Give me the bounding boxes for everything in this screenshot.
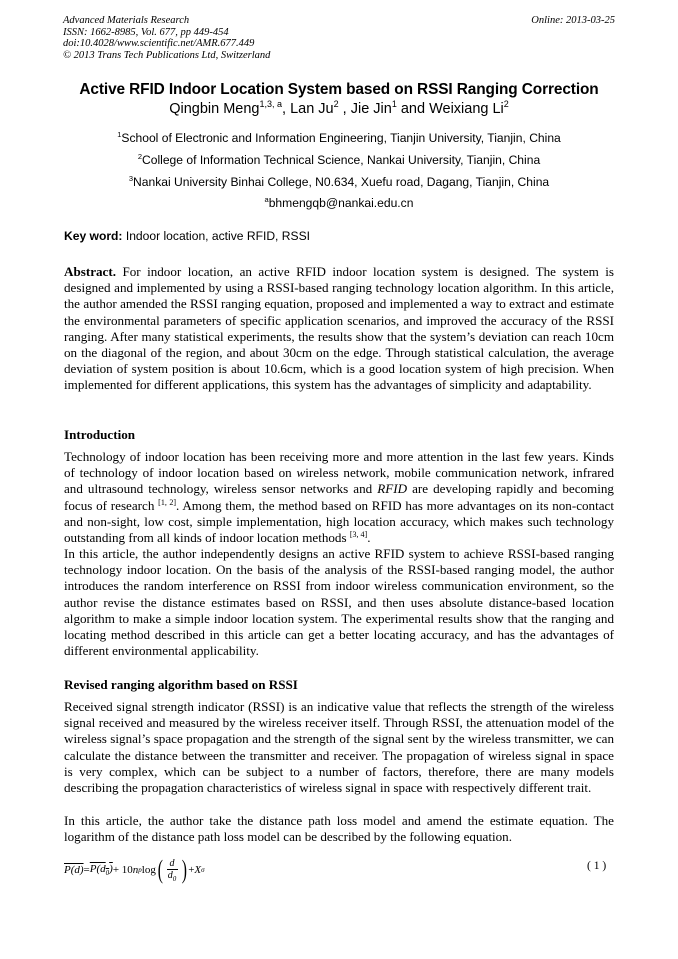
equation-number: ( 1 ) bbox=[587, 860, 607, 872]
keywords-label: Key word: bbox=[64, 229, 123, 243]
body-paragraph: Received signal strength indicator (RSSI) is an indicative value that reflects the strength of the wireless signal received and measured by the wireless receiver itself. Through RSSI, the attenuation model of the wireless signal’s space propagation and the strength of the signal sent by the wireless transmitter, we can calculate the distance between the transmitter and receiver. The propagation of wireless signal in space is very complex, which can be subject to a number of factors, therefore, there are many models describing the propagation characteristics of wireless signal in space with respectively different trait. bbox=[64, 699, 614, 796]
abstract-label: Abstract. bbox=[64, 264, 116, 279]
affiliation-text: Nankai University Binhai College, N0.634, Xuefu road, Dagang, Tianjin, China bbox=[133, 175, 550, 189]
eq-var: n bbox=[132, 864, 139, 876]
paper-title: Active RFID Indoor Location System based on RSSI Ranging Correction bbox=[79, 81, 599, 98]
doi-line: doi:10.4028/www.scientific.net/AMR.677.449 bbox=[63, 38, 255, 50]
introduction-paragraph: In this article, the author independently designs an active RFID system to achieve RSSI-based ranging technology indoor location. On the basis of the analysis of the RSSI-based ranging model, the author introduces the random interference on RSSI from indoor wireless communication environment, so the author revise the distance estimates based on RSSI, and then uses absolute distance-based location algorithm to make a simple indoor location system. The experimental results show that the ranging and locating method described in this article can get a better locating accuracy, and has the advantages of different environmental applicability. bbox=[64, 546, 614, 659]
author-email bbox=[0, 196, 678, 210]
keywords-text: Indoor location, active RFID, RSSI bbox=[122, 229, 310, 243]
author-name: Lan Ju bbox=[290, 101, 334, 117]
eq-lhs: P(d) bbox=[64, 864, 84, 876]
author-list bbox=[0, 101, 678, 117]
author-separator: and bbox=[396, 101, 430, 117]
body-paragraph: In this article, the author take the distance path loss model and amend the estimate equation. The logarithm of the distance path loss model can be described by the following equation. bbox=[64, 813, 614, 845]
eq-denominator bbox=[168, 870, 177, 883]
eq-sub: p bbox=[138, 866, 142, 874]
author-separator: , bbox=[282, 101, 291, 117]
affiliation bbox=[0, 175, 678, 189]
text-run: RFID bbox=[377, 481, 408, 497]
text-run: . Among them, the method based on RFID has more advantages on its non-contact and non-sight, low cost, simple implementation, high location accuracy, which makes such technology outstanding from all kinds of indoor location methods bbox=[64, 497, 615, 546]
affiliation-sup: a bbox=[264, 195, 269, 204]
affiliation-sup: 3 bbox=[128, 174, 134, 183]
affiliation-text: College of Information Technical Science, Nankai University, Tianjin, China bbox=[142, 153, 541, 167]
journal-name: Advanced Materials Research bbox=[63, 15, 190, 26]
eq-fraction bbox=[167, 858, 178, 883]
affiliation-sup: 2 bbox=[137, 152, 142, 161]
introduction-paragraph bbox=[64, 449, 614, 546]
copyright-line: © 2013 Trans Tech Publications Ltd, Switzerland bbox=[63, 49, 271, 61]
abstract bbox=[64, 264, 614, 394]
affiliation bbox=[0, 153, 678, 167]
affiliation-sup: 1 bbox=[117, 130, 122, 139]
online-date: Online: 2013-03-25 bbox=[531, 15, 615, 26]
citation: [3, 4] bbox=[349, 530, 368, 540]
section-heading-revised-ranging: Revised ranging algorithm based on RSSI bbox=[64, 677, 298, 692]
left-paren: ( bbox=[157, 855, 163, 884]
affiliation bbox=[0, 131, 678, 145]
text-run: Technology of indoor location has been receiving more and more attention in the last few years. Kinds of technology of indoor location based on bbox=[64, 449, 614, 481]
author-sup: 2 bbox=[503, 99, 509, 109]
keywords bbox=[64, 229, 310, 243]
citation: [1, 2] bbox=[158, 497, 176, 507]
email-text: bhmengqb@nankai.edu.cn bbox=[268, 196, 414, 210]
eq-text: ) bbox=[109, 862, 113, 875]
eq-sub: σ bbox=[201, 866, 205, 874]
author-name: Qingbin Meng bbox=[169, 101, 260, 117]
author-sup: 1,3, a bbox=[259, 99, 282, 109]
equation-1 bbox=[64, 852, 205, 888]
text-run: . bbox=[367, 530, 371, 546]
text-run: are developing rapidly and becoming focus of research bbox=[64, 481, 614, 513]
right-paren: ) bbox=[181, 855, 187, 884]
eq-log: log bbox=[141, 864, 156, 876]
section-heading-introduction: Introduction bbox=[64, 427, 136, 442]
eq-text: P(d bbox=[89, 862, 106, 875]
author-sup: 2 bbox=[333, 99, 339, 109]
journal-metadata bbox=[63, 15, 270, 61]
affiliation-text: School of Electronic and Information Engineering, Tianjin University, Tianjin, China bbox=[121, 131, 561, 145]
eq-text: + bbox=[188, 864, 195, 876]
text-run: ireless network, mobile communication network, infrared and ultrasound technology, wireless sensor networks and bbox=[64, 465, 614, 497]
eq-sub: 0 bbox=[172, 874, 177, 883]
eq-var: X bbox=[194, 864, 202, 876]
eq-text: + 10 bbox=[112, 864, 133, 876]
author-name: Weixiang Li bbox=[429, 101, 504, 117]
eq-numerator: d bbox=[167, 858, 178, 870]
issn-line: ISSN: 1662-8985, Vol. 677, pp 449-454 bbox=[63, 26, 229, 38]
eq-term bbox=[90, 863, 113, 877]
author-sup: 1 bbox=[391, 99, 397, 109]
eq-text: d bbox=[167, 869, 173, 881]
author-name: Jie Jin bbox=[350, 101, 392, 117]
abstract-text: For indoor location, an active RFID indoor location system is designed. The system is designed and implemented by using a RSSI-based ranging technology location algorithm. In this article, the author amended the RSSI ranging equation, proposed and implemented a way to extract and estimate the environmental parameters of specific application scenarios, and improved the accuracy of the RSSI ranging. After many statistical experiments, the results show that the system’s deviation can reach 10cm on the diagonal of the region, and about 30cm on the edge. Through statistical calculation, the average deviation of system position is about 10.6cm, which is a good location system of high precision. When implemented for different applications, this system has the advantages of simplicity and adaptability. bbox=[64, 264, 614, 393]
eq-sub: 0 bbox=[105, 869, 110, 878]
eq-equals: = bbox=[83, 864, 90, 876]
text-run: w bbox=[296, 465, 306, 481]
author-separator: , bbox=[338, 101, 351, 117]
